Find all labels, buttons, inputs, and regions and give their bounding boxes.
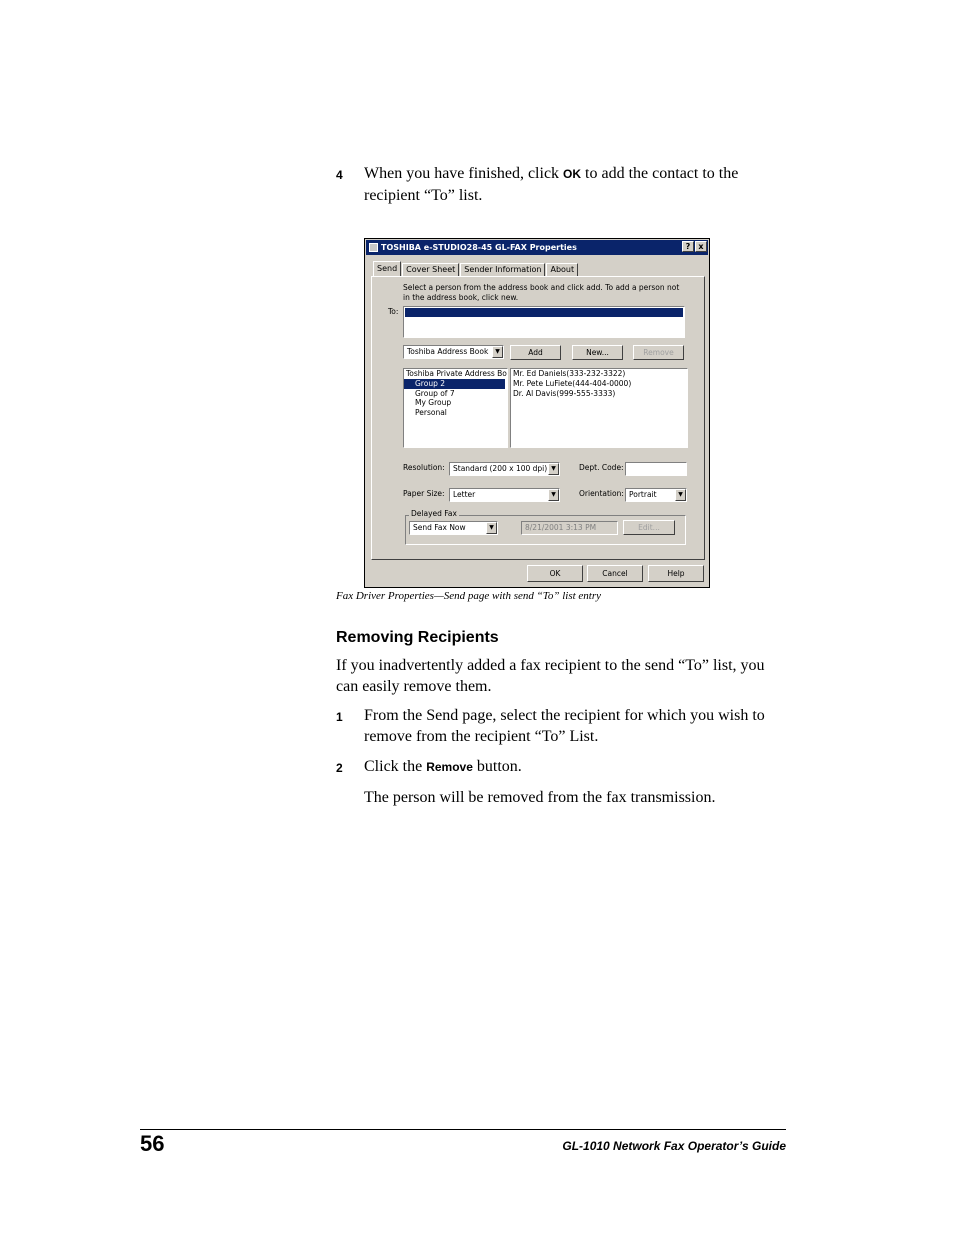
step-number: 1 bbox=[336, 710, 343, 724]
intro-paragraph: If you inadvertently added a fax recipient to the send “To” list, you can easily remove them. bbox=[336, 657, 765, 695]
new-button[interactable]: New... bbox=[572, 345, 623, 360]
step-text: When you have finished, click OK to add the contact to the recipient “To” list. bbox=[364, 165, 739, 204]
group-list-item[interactable]: Toshiba Private Address Bo bbox=[406, 369, 507, 378]
printer-icon bbox=[369, 243, 378, 252]
resolution-label: Resolution: bbox=[403, 463, 445, 472]
step-text: Click the Remove button. bbox=[364, 758, 522, 775]
cancel-button[interactable]: Cancel bbox=[587, 565, 643, 582]
close-icon[interactable]: x bbox=[695, 241, 707, 252]
dept-code-input[interactable] bbox=[625, 462, 687, 476]
delayed-fax-label: Delayed Fax bbox=[411, 509, 457, 518]
contact-list-item[interactable]: Mr. Ed Daniels(333-232-3322) bbox=[513, 369, 626, 378]
dept-code-label: Dept. Code: bbox=[579, 463, 624, 472]
contacts-list[interactable] bbox=[510, 368, 688, 448]
ok-button[interactable]: OK bbox=[527, 565, 583, 582]
orientation-select[interactable]: Portrait ▼ bbox=[625, 488, 687, 502]
step-number: 2 bbox=[336, 761, 343, 775]
delayed-datetime-field: 8/21/2001 3:13 PM bbox=[521, 521, 618, 535]
help-icon[interactable]: ? bbox=[682, 241, 694, 252]
resolution-select[interactable]: Standard (200 x 100 dpi) ▼ bbox=[449, 462, 560, 476]
group-list-item[interactable]: Personal bbox=[415, 408, 447, 418]
paper-size-label: Paper Size: bbox=[403, 489, 445, 498]
address-groups-list[interactable] bbox=[403, 368, 508, 448]
add-button[interactable]: Add bbox=[510, 345, 561, 360]
page-number: 56 bbox=[140, 1131, 165, 1156]
help-button[interactable]: Help bbox=[648, 565, 704, 582]
chevron-down-icon: ▼ bbox=[548, 489, 559, 501]
ui-term: OK bbox=[563, 167, 582, 181]
dialog-tabs bbox=[373, 261, 579, 277]
chevron-down-icon: ▼ bbox=[486, 522, 497, 534]
to-label: To: bbox=[388, 307, 399, 316]
address-book-select[interactable]: Toshiba Address Book ▼ bbox=[403, 345, 504, 359]
figure-caption: Fax Driver Properties—Send page with send “To” list entry bbox=[336, 590, 602, 602]
contact-list-item[interactable]: Mr. Pete LuFiete(444-404-0000) bbox=[513, 378, 632, 388]
dialog-title: TOSHIBA e-STUDIO28-45 GL-FAX Properties bbox=[381, 243, 577, 252]
chevron-down-icon: ▼ bbox=[675, 489, 686, 501]
step-number: 4 bbox=[336, 168, 343, 182]
chevron-down-icon: ▼ bbox=[492, 346, 503, 358]
footer-title: GL-1010 Network Fax Operator’s Guide bbox=[562, 1139, 786, 1153]
instructions: Select a person from the address book and click add. To add a person not in the address book, click new. bbox=[403, 283, 680, 302]
group-list-item[interactable]: Group of 7 bbox=[415, 388, 455, 398]
footer-rule bbox=[140, 1129, 786, 1130]
fax-properties-dialog bbox=[364, 238, 710, 588]
chevron-down-icon: ▼ bbox=[548, 463, 559, 475]
to-list[interactable] bbox=[403, 306, 685, 338]
section-heading: Removing Recipients bbox=[336, 629, 499, 646]
tab-about[interactable]: About bbox=[546, 263, 578, 277]
result-paragraph: The person will be removed from the fax transmission. bbox=[364, 789, 716, 806]
orientation-label: Orientation: bbox=[579, 489, 624, 498]
tab-send[interactable]: Send bbox=[373, 261, 401, 277]
to-list-selected-entry[interactable] bbox=[405, 308, 683, 317]
group-list-item[interactable]: Group 2 bbox=[404, 379, 505, 389]
edit-button[interactable]: Edit... bbox=[623, 520, 675, 535]
group-list-item[interactable]: My Group bbox=[415, 398, 452, 408]
remove-button[interactable]: Remove bbox=[633, 345, 684, 360]
ui-term: Remove bbox=[426, 760, 473, 774]
dialog-title-bar bbox=[366, 240, 708, 255]
tab-cover-sheet[interactable]: Cover Sheet bbox=[402, 263, 459, 277]
step-text: From the Send page, select the recipient for which you wish to remove from the recipient “To” List. bbox=[364, 707, 765, 745]
delayed-fax-select[interactable]: Send Fax Now ▼ bbox=[409, 521, 498, 535]
tab-sender-information[interactable]: Sender Information bbox=[460, 263, 545, 277]
paper-size-select[interactable]: Letter ▼ bbox=[449, 488, 560, 502]
contact-list-item[interactable]: Dr. Al Davis(999-555-3333) bbox=[513, 388, 616, 398]
